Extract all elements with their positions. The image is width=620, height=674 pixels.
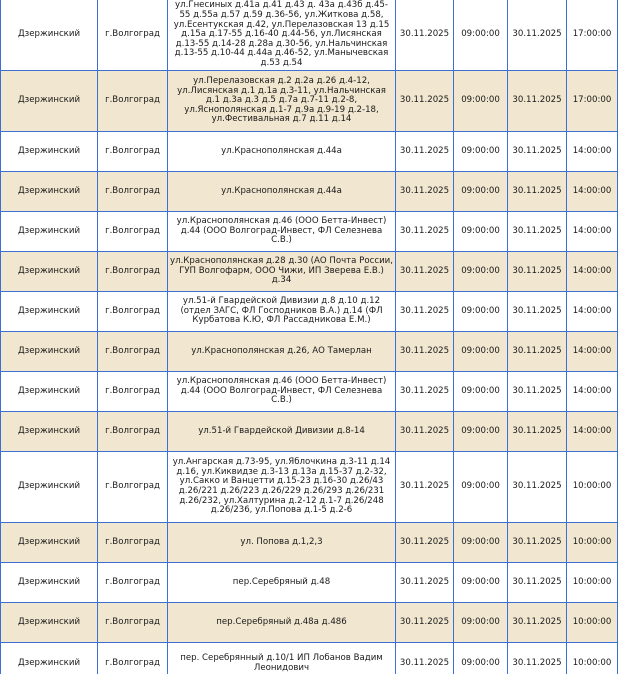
table-row: [0, 332, 618, 372]
start-time-cell: 09:00:00: [454, 563, 508, 603]
city-cell: г.Волгоград: [98, 172, 168, 212]
end-date-cell: 30.11.2025: [508, 412, 567, 452]
address-cell: ул.Краснополянская д.46 (ООО Бетта-Инвест) д.44 (ООО Волгоград-Инвест, ФЛ Селезнева С.В.): [168, 372, 396, 412]
end-date-cell: 30.11.2025: [508, 332, 567, 372]
start-date-cell: 30.11.2025: [396, 563, 454, 603]
address-cell: ул.Ангарская д.73-95, ул.Яблочкина д.3-11 д.14 д.16, ул.Киквидзе д.3-13 д.13а д.15-37 д.2-32, ул.Сакко и Ванцетти д.15-23 д.16-30 д.26/43 д.26/221 д.26/223 д.26/229 д.26/293 д.26/231 д.26/232, ул.Халтурина д.2-12 д.1-7 д.26/248 д.26/236, ул.Попова д.1-5 д.2-6: [168, 452, 396, 523]
city-cell: г.Волгоград: [98, 603, 168, 643]
end-date-cell: 30.11.2025: [508, 372, 567, 412]
end-time-cell: 10:00:00: [567, 523, 618, 563]
address-cell: ул. Попова д.1,2,3: [168, 523, 396, 563]
address-cell: ул.51-й Гвардейской Дивизии д.8-14: [168, 412, 396, 452]
city-cell: г.Волгоград: [98, 212, 168, 252]
city-cell: г.Волгоград: [98, 332, 168, 372]
city-cell: г.Волгоград: [98, 71, 168, 132]
address-cell: ул.Краснополянская д.44а: [168, 132, 396, 172]
table-row: [0, 71, 618, 132]
district-cell: Дзержинский: [0, 332, 98, 372]
address-cell: ул.Краснополянская д.26, АО Тамерлан: [168, 332, 396, 372]
end-time-cell: 14:00:00: [567, 212, 618, 252]
start-date-cell: 30.11.2025: [396, 332, 454, 372]
district-cell: Дзержинский: [0, 71, 98, 132]
city-cell: г.Волгоград: [98, 523, 168, 563]
end-time-cell: 14:00:00: [567, 252, 618, 292]
end-date-cell: 30.11.2025: [508, 212, 567, 252]
end-date-cell: 30.11.2025: [508, 292, 567, 332]
start-date-cell: 30.11.2025: [396, 643, 454, 674]
city-cell: г.Волгоград: [98, 0, 168, 71]
start-time-cell: 09:00:00: [454, 603, 508, 643]
address-cell: ул.Краснополянская д.44а: [168, 172, 396, 212]
district-cell: Дзержинский: [0, 372, 98, 412]
district-cell: Дзержинский: [0, 132, 98, 172]
start-date-cell: 30.11.2025: [396, 71, 454, 132]
start-date-cell: 30.11.2025: [396, 412, 454, 452]
end-date-cell: 30.11.2025: [508, 603, 567, 643]
end-time-cell: 14:00:00: [567, 372, 618, 412]
start-date-cell: 30.11.2025: [396, 172, 454, 212]
end-time-cell: 10:00:00: [567, 643, 618, 674]
table-row: [0, 452, 618, 523]
start-time-cell: 09:00:00: [454, 372, 508, 412]
start-time-cell: 09:00:00: [454, 172, 508, 212]
table-row: [0, 523, 618, 563]
address-cell: пер.Серебряный д.48: [168, 563, 396, 603]
district-cell: Дзержинский: [0, 292, 98, 332]
city-cell: г.Волгоград: [98, 643, 168, 674]
start-time-cell: 09:00:00: [454, 643, 508, 674]
district-cell: Дзержинский: [0, 252, 98, 292]
city-cell: г.Волгоград: [98, 452, 168, 523]
city-cell: г.Волгоград: [98, 132, 168, 172]
table-row: [0, 132, 618, 172]
end-date-cell: 30.11.2025: [508, 643, 567, 674]
district-cell: Дзержинский: [0, 0, 98, 71]
district-cell: Дзержинский: [0, 563, 98, 603]
start-time-cell: 09:00:00: [454, 523, 508, 563]
start-time-cell: 09:00:00: [454, 412, 508, 452]
start-date-cell: 30.11.2025: [396, 132, 454, 172]
district-cell: Дзержинский: [0, 643, 98, 674]
address-cell: пер. Серебрянный д.10/1 ИП Лобанов Вадим Леонидович: [168, 643, 396, 674]
city-cell: г.Волгоград: [98, 412, 168, 452]
start-time-cell: 09:00:00: [454, 132, 508, 172]
end-date-cell: 30.11.2025: [508, 252, 567, 292]
city-cell: г.Волгоград: [98, 372, 168, 412]
table-row: [0, 172, 618, 212]
table-row: [0, 372, 618, 412]
table-row: [0, 563, 618, 603]
end-time-cell: 14:00:00: [567, 172, 618, 212]
start-date-cell: 30.11.2025: [396, 452, 454, 523]
district-cell: Дзержинский: [0, 452, 98, 523]
start-time-cell: 09:00:00: [454, 452, 508, 523]
district-cell: Дзержинский: [0, 523, 98, 563]
table-row: [0, 292, 618, 332]
start-time-cell: 09:00:00: [454, 212, 508, 252]
end-time-cell: 17:00:00: [567, 0, 618, 71]
city-cell: г.Волгоград: [98, 292, 168, 332]
address-cell: пер.Серебряный д.48а д.486: [168, 603, 396, 643]
district-cell: Дзержинский: [0, 212, 98, 252]
city-cell: г.Волгоград: [98, 252, 168, 292]
start-date-cell: 30.11.2025: [396, 0, 454, 71]
start-date-cell: 30.11.2025: [396, 603, 454, 643]
end-time-cell: 14:00:00: [567, 412, 618, 452]
table-row: [0, 412, 618, 452]
end-date-cell: 30.11.2025: [508, 452, 567, 523]
address-cell: ул.51-й Гвардейской Дивизии д.8 д.10 д.12 (отдел ЗАГС, ФЛ Господников В.А.) д.14 (ФЛ Курбатова К.Ю, ФЛ Рассадникова Е.М.): [168, 292, 396, 332]
table-row: [0, 212, 618, 252]
end-time-cell: 10:00:00: [567, 452, 618, 523]
city-cell: г.Волгоград: [98, 563, 168, 603]
end-date-cell: 30.11.2025: [508, 71, 567, 132]
district-cell: Дзержинский: [0, 412, 98, 452]
start-time-cell: 09:00:00: [454, 252, 508, 292]
table-row: [0, 603, 618, 643]
table-row: [0, 0, 618, 71]
table-row: [0, 643, 618, 674]
start-date-cell: 30.11.2025: [396, 252, 454, 292]
end-time-cell: 10:00:00: [567, 603, 618, 643]
end-time-cell: 14:00:00: [567, 292, 618, 332]
end-date-cell: 30.11.2025: [508, 0, 567, 71]
end-time-cell: 14:00:00: [567, 132, 618, 172]
table-row: [0, 252, 618, 292]
district-cell: Дзержинский: [0, 603, 98, 643]
address-cell: ул.Гнесиных д.41а д.41 д.43 д. 43а д.43б д.45-55 д.55а д.57 д.59 д.36-56, ул.Житкова д.58, ул.Есентукская д.42, ул.Перелазовская 13 д.15 д.15а д.17-55 д.16-40 д.44-56, ул.Лисянская д.13-55 д.14-28 д.28а д.30-56, ул.Нальчинская д.13-55 д.10-44 д.44а д.46-52, ул.Манычевская д.53 д.54: [168, 0, 396, 71]
start-time-cell: 09:00:00: [454, 332, 508, 372]
start-date-cell: 30.11.2025: [396, 372, 454, 412]
start-date-cell: 30.11.2025: [396, 523, 454, 563]
end-date-cell: 30.11.2025: [508, 563, 567, 603]
district-cell: Дзержинский: [0, 172, 98, 212]
end-time-cell: 14:00:00: [567, 332, 618, 372]
start-time-cell: 09:00:00: [454, 71, 508, 132]
start-date-cell: 30.11.2025: [396, 292, 454, 332]
address-cell: ул.Краснополянская д.46 (ООО Бетта-Инвест) д.44 (ООО Волгоград-Инвест, ФЛ Селезнева С.В.): [168, 212, 396, 252]
address-cell: ул.Перелазовская д.2 д.2а д.26 д.4-12, ул.Лисянская д.1 д.1а д.3-11, ул.Нальчинская д.1 д.3а д.3 д.5 д.7а д.7-11 д.2-8, ул.Яснополянская д.1-7 д.9а д.9-19 д.2-18, ул.Фестивальная д.7 д.11 д.14: [168, 71, 396, 132]
end-time-cell: 17:00:00: [567, 71, 618, 132]
end-time-cell: 10:00:00: [567, 563, 618, 603]
start-time-cell: 09:00:00: [454, 292, 508, 332]
end-date-cell: 30.11.2025: [508, 523, 567, 563]
end-date-cell: 30.11.2025: [508, 172, 567, 212]
start-time-cell: 09:00:00: [454, 0, 508, 71]
start-date-cell: 30.11.2025: [396, 212, 454, 252]
end-date-cell: 30.11.2025: [508, 132, 567, 172]
address-cell: ул.Краснополянская д.28 д.30 (АО Почта России, ГУП Волгофарм, ООО Чижи, ИП Зверева Е.В.) д.34: [168, 252, 396, 292]
